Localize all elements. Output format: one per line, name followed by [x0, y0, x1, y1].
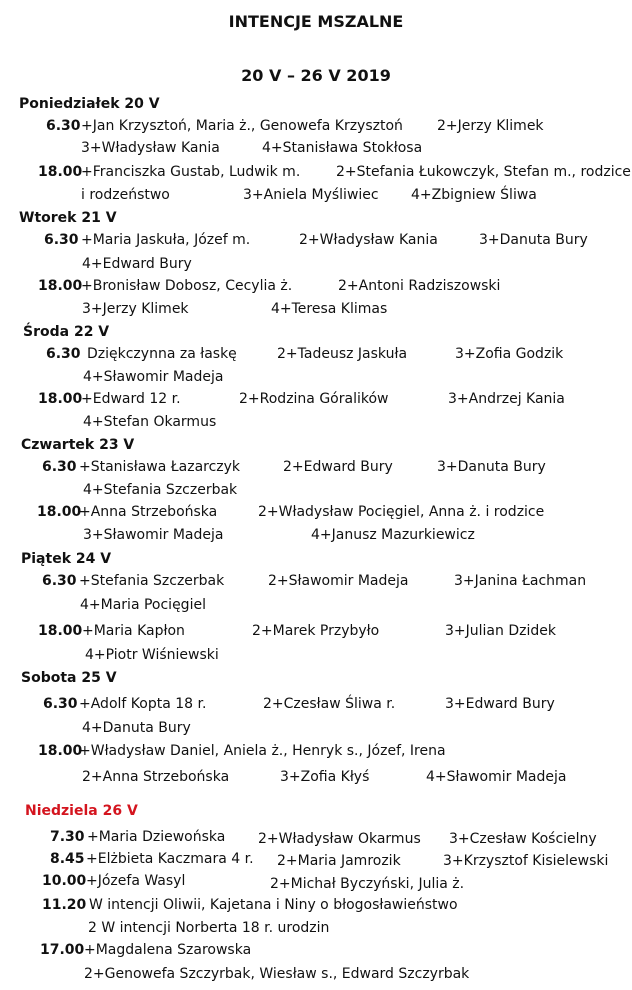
day-heading-tuesday: Wtorek 21 V — [19, 210, 117, 226]
mass-time: 18.00 — [38, 743, 83, 759]
intention-1: +Anna Strzebońska — [79, 504, 218, 520]
intention-1: +Józefa Wasyl — [86, 873, 186, 889]
intention-2: 2+Anna Strzebońska — [82, 769, 230, 785]
intention-1: +Jan Krzysztoń, Maria ż., Genowefa Krzysztoń — [81, 118, 403, 134]
intention-1: +Stefania Szczerbak — [79, 573, 225, 589]
intention-2: 2+Genowefa Szczyrbak, Wiesław s., Edward Szczyrbak — [84, 966, 470, 982]
intention-1: +Franciszka Gustab, Ludwik m. — [81, 164, 301, 180]
intention-1: +Elżbieta Kaczmara 4 r. — [86, 851, 254, 867]
intention-2: 2+Sławomir Madeja — [268, 573, 409, 589]
intention-1: +Maria Dziewońska — [87, 829, 226, 845]
mass-time: 6.30 — [46, 118, 81, 134]
intention-1: +Władysław Daniel, Aniela ż., Henryk s., Józef, Irena — [79, 743, 446, 759]
intention-1: +Maria Kapłon — [82, 623, 185, 639]
intention-2: 2+Antoni Radziszowski — [338, 278, 501, 294]
intention-1: +Bronisław Dobosz, Cecylia ż. — [81, 278, 293, 294]
day-heading-thursday: Czwartek 23 V — [21, 437, 135, 453]
intention-2: 2+Jerzy Klimek — [437, 118, 544, 134]
intention-2: 2+Marek Przybyło — [252, 623, 380, 639]
mass-time: 11.20 — [42, 897, 87, 913]
intention-1: +Adolf Kopta 18 r. — [79, 696, 207, 712]
date-range: 20 V – 26 V 2019 — [241, 66, 391, 85]
intention-1: Dziękczynna za łaskę — [87, 346, 237, 362]
intention-4: 4+Edward Bury — [82, 256, 192, 272]
intention-2: 2+Władysław Kania — [299, 232, 438, 248]
mass-time: 18.00 — [37, 504, 82, 520]
intention-1: +Edward 12 r. — [81, 391, 181, 407]
intention-4: 4+Zbigniew Śliwa — [411, 187, 537, 203]
intention-1: +Magdalena Szarowska — [84, 942, 252, 958]
intention-3: 3+Władysław Kania — [81, 140, 220, 156]
mass-time: 7.30 — [50, 829, 85, 845]
day-heading-saturday: Sobota 25 V — [21, 670, 117, 686]
intention-2: 2 W intencji Norberta 18 r. urodzin — [88, 920, 330, 936]
mass-time: 18.00 — [38, 623, 83, 639]
intention-2: 2+Stefania Łukowczyk, Stefan m., rodzice — [336, 164, 631, 180]
mass-time: 8.45 — [50, 851, 85, 867]
intention-2: 2+Maria Jamrozik — [277, 853, 401, 869]
intention-4: 4+Maria Pocięgiel — [80, 597, 206, 613]
intention-4: 4+Stefan Okarmus — [83, 414, 217, 430]
intention-4: 4+Sławomir Madeja — [83, 369, 224, 385]
mass-time: 18.00 — [38, 278, 83, 294]
intention-3: 3+Edward Bury — [445, 696, 555, 712]
intention-4: 4+Sławomir Madeja — [426, 769, 567, 785]
day-heading-sunday: Niedziela 26 V — [25, 803, 138, 819]
intention-3: 3+Danuta Bury — [437, 459, 546, 475]
intention-4: 4+Teresa Klimas — [271, 301, 388, 317]
intention-2: 2+Michał Byczyński, Julia ż. — [270, 876, 465, 892]
intention-4: 4+Stefania Szczerbak — [83, 482, 238, 498]
intention-3: 3+Janina Łachman — [454, 573, 587, 589]
intention-1: +Stanisława Łazarczyk — [79, 459, 241, 475]
mass-time: 6.30 — [44, 232, 79, 248]
intention-4: 4+Stanisława Stokłosa — [262, 140, 423, 156]
intention-3: 3+Jerzy Klimek — [82, 301, 189, 317]
intention-3: 3+Julian Dzidek — [445, 623, 556, 639]
intention-3: 3+Aniela Myśliwiec — [243, 187, 379, 203]
day-heading-wednesday: Środa 22 V — [23, 324, 110, 340]
intention-3: 3+Zofia Godzik — [455, 346, 564, 362]
intention-3: 3+Andrzej Kania — [448, 391, 565, 407]
mass-time: 6.30 — [42, 459, 77, 475]
mass-time: 10.00 — [42, 873, 87, 889]
intention-2-cont: i rodzeństwo — [81, 187, 170, 203]
mass-time: 18.00 — [38, 391, 83, 407]
intention-3: 3+Sławomir Madeja — [83, 527, 224, 543]
intention-2: 2+Rodzina Góralików — [239, 391, 389, 407]
intention-4: 4+Piotr Wiśniewski — [85, 647, 219, 663]
intention-1: W intencji Oliwii, Kajetana i Niny o błogosławieństwo — [89, 897, 458, 913]
intention-2: 2+Władysław Pocięgiel, Anna ż. i rodzice — [258, 504, 545, 520]
mass-time: 18.00 — [38, 164, 83, 180]
mass-time: 6.30 — [43, 696, 78, 712]
intention-3: 3+Danuta Bury — [479, 232, 588, 248]
intention-3: 3+Krzysztof Kisielewski — [443, 853, 609, 869]
mass-time: 6.30 — [42, 573, 77, 589]
intention-4: 4+Danuta Bury — [82, 720, 191, 736]
intention-1: +Maria Jaskuła, Józef m. — [81, 232, 251, 248]
mass-time: 17.00 — [40, 942, 85, 958]
day-heading-friday: Piątek 24 V — [21, 551, 112, 567]
mass-time: 6.30 — [46, 346, 81, 362]
intention-2: 2+Czesław Śliwa r. — [263, 696, 396, 712]
intention-2: 2+Edward Bury — [283, 459, 393, 475]
page-title: INTENCJE MSZALNE — [228, 12, 404, 31]
intention-2: 2+Władysław Okarmus — [258, 831, 421, 847]
day-heading-monday: Poniedziałek 20 V — [19, 96, 160, 112]
intention-3: 3+Zofia Kłyś — [280, 769, 370, 785]
intention-2: 2+Tadeusz Jaskuła — [277, 346, 408, 362]
intention-4: 4+Janusz Mazurkiewicz — [311, 527, 475, 543]
intention-3: 3+Czesław Kościelny — [449, 831, 597, 847]
